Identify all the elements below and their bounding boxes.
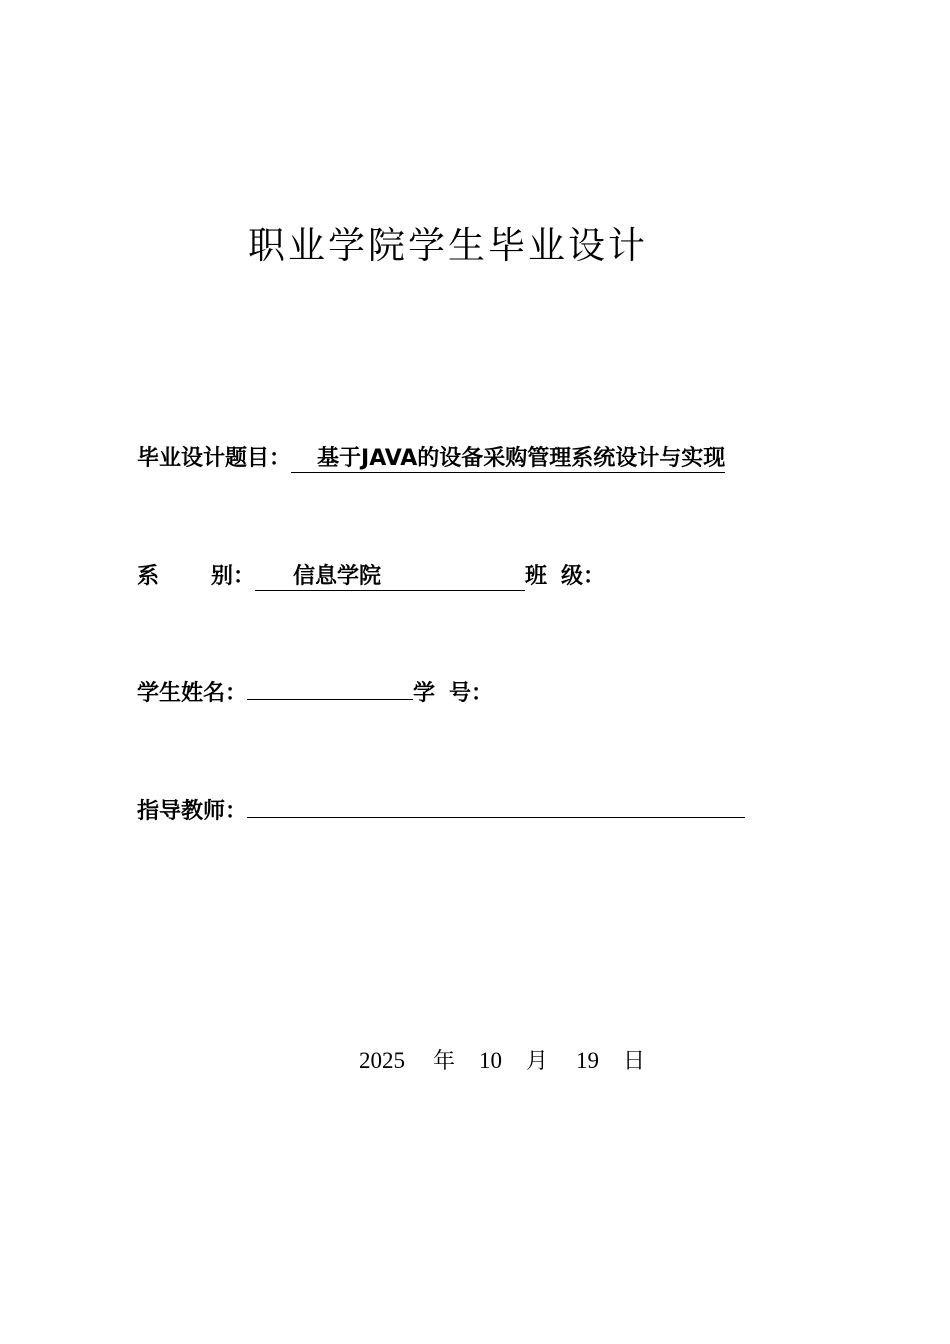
date-month-unit: 月 bbox=[526, 1049, 549, 1074]
department-label bbox=[137, 562, 255, 592]
student-row bbox=[137, 678, 493, 709]
department-label-left: 系 bbox=[137, 564, 160, 589]
date-month: 10 bbox=[479, 1048, 503, 1073]
date-day-unit: 日 bbox=[623, 1049, 646, 1074]
department-value: 信息学院 bbox=[293, 564, 382, 589]
student-name-label: 学生姓名： bbox=[137, 681, 248, 706]
class-label-right: 级： bbox=[561, 564, 606, 589]
department-label-right: 别： bbox=[211, 564, 256, 589]
advisor-field bbox=[247, 817, 745, 818]
department-field bbox=[255, 563, 525, 591]
topic-value: 基于JAVA的设备采购管理系统设计与实现 bbox=[317, 446, 726, 471]
page-title: 职业学院学生毕业设计 bbox=[248, 224, 648, 267]
topic-field bbox=[291, 445, 725, 473]
date-line bbox=[359, 1046, 645, 1077]
topic-row bbox=[137, 443, 725, 474]
date-day: 19 bbox=[576, 1048, 600, 1073]
class-label bbox=[525, 562, 605, 592]
student-name-field bbox=[247, 699, 413, 700]
advisor-label: 指导教师： bbox=[137, 799, 248, 824]
advisor-row bbox=[137, 796, 745, 827]
date-year: 2025 bbox=[359, 1048, 405, 1073]
date-year-unit: 年 bbox=[433, 1049, 456, 1074]
student-id-label-left: 学 bbox=[413, 681, 436, 706]
topic-label: 毕业设计题目： bbox=[137, 446, 292, 471]
student-id-label-right: 号： bbox=[449, 681, 494, 706]
student-id-label bbox=[413, 679, 493, 709]
class-label-left: 班 bbox=[525, 564, 548, 589]
department-row bbox=[137, 561, 605, 592]
